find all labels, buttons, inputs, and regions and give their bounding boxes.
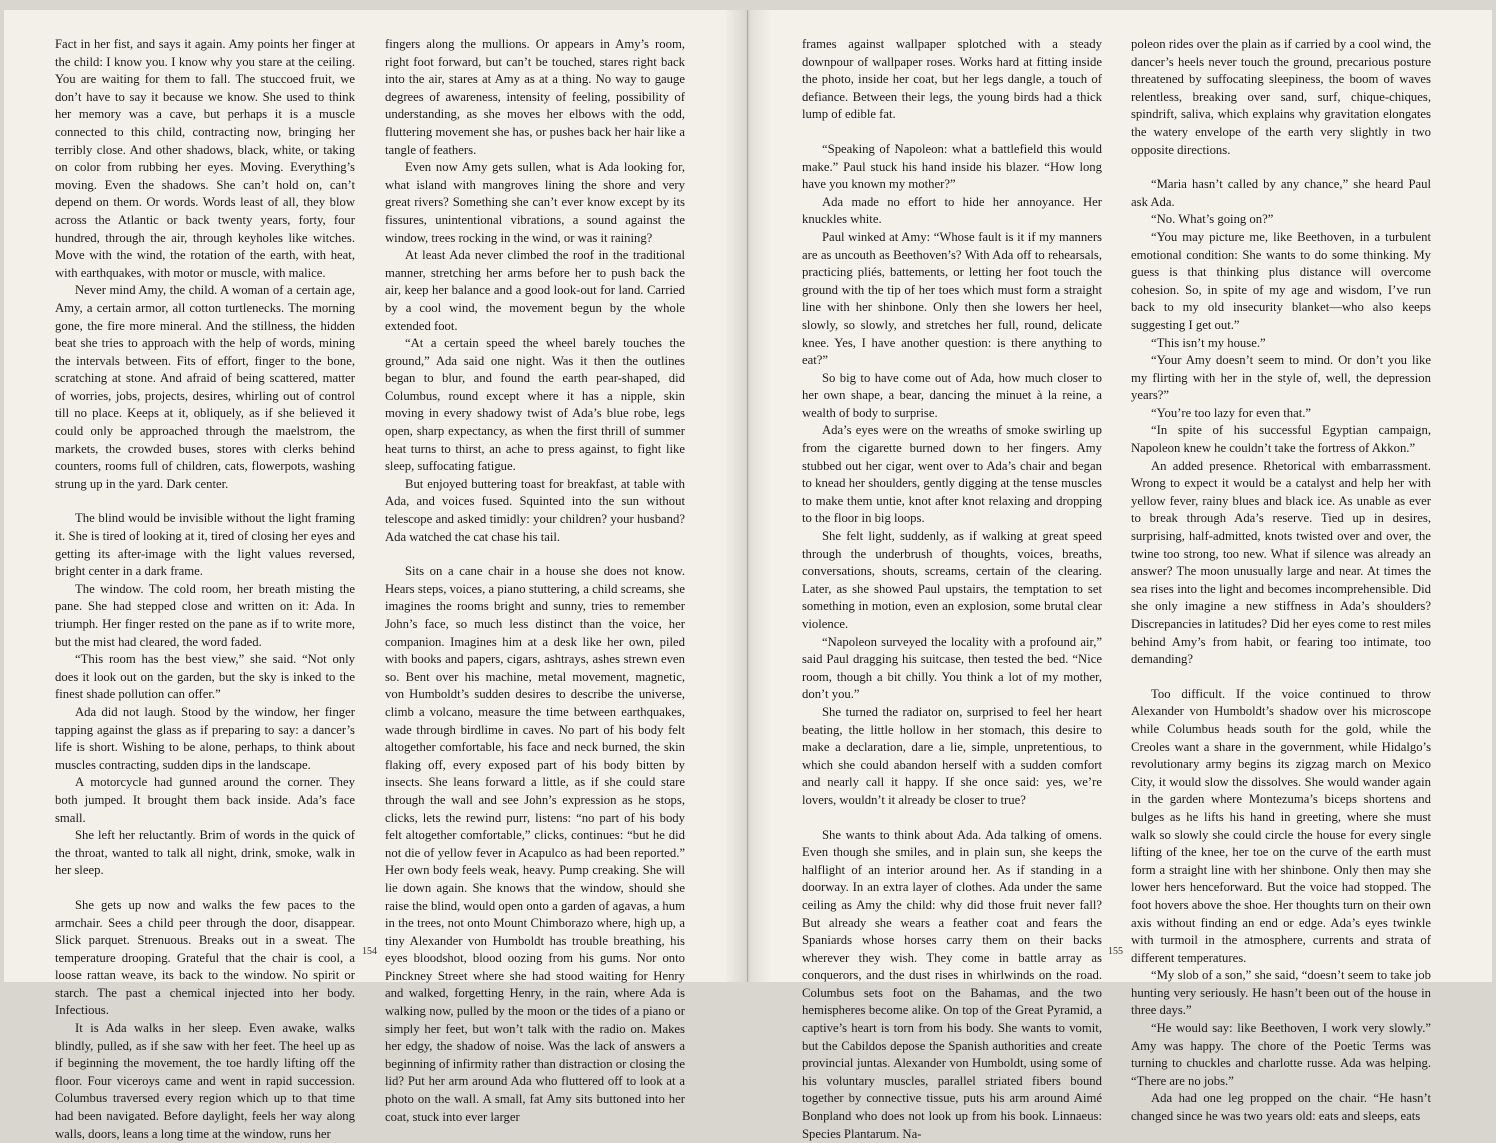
paragraph: “No. What’s going on?” (1151, 212, 1274, 227)
paragraph: A motorcycle had gunned around the corner. They both jumped. It brought them back inside. Ada’s face small. (55, 775, 355, 825)
paragraph: “At a certain speed the wheel barely touches the ground,” Ada said one night. Was it then the outlines began to blur, and found the earth pear-shaped, did Columbus, round except where it has a nipple, skin moving in every shadowy twist of Ada’s blue robe, legs open, sharp expectancy, as when the first thrill of summer heat turns to thirst, an ache to press against, to fight like sleep, suffocating fatigue. (385, 336, 685, 474)
paragraph: “Napoleon surveyed the locality with a profound air,” said Paul dragging his suitcase, then tested the bed. “Nice room, though a bit chilly. You think a lot of my mother, don’t you.” (802, 634, 1102, 702)
page-number-right: 155 (1108, 946, 1123, 957)
paragraph: Ada did not laugh. Stood by the window, her finger tapping against the glass as if preparing to say: a dancer’s life is short. Wishing to be alone, perhaps, to think about muscles contracting, sudden dips in the landscape. (55, 704, 355, 772)
paragraph: Never mind Amy, the child. A woman of a certain age, Amy, a certain armor, all cotton turtlenecks. The morning gone, the fire more mineral. And the stillness, the hidden beat she tries to approach with the help of words, mining the intervals between. Fits of effort, finger to the bone, scratching at stone. And afraid of being scattered, matter of worries, jobs, projects, desires, whirling out of control till no place. Keeps at it, obliquely, as if she believed it could only be approached through the maelstrom, the markets, the crowded buses, stores with clerks behind counters, rooms full of children, cats, flowerpots, washing strung up in the yard. Dark center. (55, 283, 355, 491)
paragraph: She wants to think about Ada. Ada talking of omens. Even though she smiles, and in plain sun, she keeps the halflight of an interior around her. As if standing in a doorway. In an extra layer of clothes. Ada under the same ceiling as Amy the child: why did those fruit never fall? But already she wears a feather coat and fears the Spaniards whose horses carry them on their backs wherever they wish. They come in battle array as conquerors, and the dust rises in whirlwinds on the road. Columbus sets foot on the Bahamas, and the two hemispheres become alike. On top of the Great Pyramid, a captive’s heart is torn from his body. She wants to vomit, but the Cabildos depose the Spanish authorities and create provincial juntas. Alexander von Humboldt, using some of his voluntary muscles, parallel striated fibers bound together by connective tissue, puts his arm around Aimé Bonpland who does not look up from his book. Linnaeus: Species Plantarum. Na- (802, 827, 1102, 1141)
paragraph: But enjoyed buttering toast for breakfast, at table with Ada, and voices fused. Squinted into the sun without telescope and asked timidly: your children? your husband? Ada watched the cat chase his tail. (385, 476, 685, 544)
paragraph: Ada’s eyes were on the wreaths of smoke swirling up from the cigarette burned down to her fingers. Amy stubbed out her cigar, went over to Ada’s chair and began to knead her shoulders, gently digging at the tense muscles to make them untie, knot after knot relaxing and dropping to the floor in big loops. (802, 423, 1102, 526)
column-2 (385, 36, 685, 1124)
paragraph: Sits on a cane chair in a house she does not know. Hears steps, voices, a piano stuttering, a child screams, she imagines the rooms bright and sunny, tries to remember John’s face, so much less distinct than the voice, her companion. Imagines him at a desk like her own, piled with books and papers, cigars, ashtrays, ashes strewn even so. Bent over his machine, metal movement, magnetic, von Humboldt’s sudden desires to describe the universe, climb a volcano, measure the time between earthquakes, wade through birdlime in caves. No part of his body felt altogether comfortable, his face and neck burned, the skin flaking off, every exposed part of his body bitten by insects. She leans forward a little, as if she could stare through the wall and see John’s expression as he stops, clicks, lets the rewind purr, listens: “no part of his body felt altogether comfortable,” clicks, continues: “but he did not die of yellow fever in Acapulco as had been reported.” Her own body feels weak, heavy. Pump creaking. She will lie down again. She knows that the window, should she raise the blind, would open onto a garden of agavas, a hum in the trees, not onto Mount Chimborazo where, high up, a tiny Alexander von Humboldt has trouble breathing, his eyes bloodshot, blood oozing from his gums. Nor onto Pinckney Street where she had stood waiting for Henry and walked, forgetting Henry, in the rain, where Ada is walking now, pulled by the moon or the tides of a piano or simply her feet, but won’t talk with the radio on. Makes her edgy, the shadow of noise. Was the lack of answers a beginning of infirmity rather than distraction or closing the lid? Put her arm around Ada who fluttered off to look at a photo on the wall. A small, fat Amy sits buttoned into her coat, stuck into ever larger (385, 564, 685, 1124)
paragraph: It is Ada walks in her sleep. Even awake, walks blindly, pulled, as if she saw with her feet. The heel up as if beginning the movement, the toe hardly lifting off the floor. Four viceroys came and went in rapid succession. Columbus traversed every region which up to that time had been navigated. Before daylight, feels her way along walls, doors, leans a long time at the window, runs her (55, 1021, 355, 1141)
paragraph: Even now Amy gets sullen, what is Ada looking for, what island with mangroves lining the shore and very great rivers? Something she can’t ever know except by its fissures, unintentional vibrations, a sound against the window, trees rocking in the wind, or was it raining? (385, 160, 685, 245)
paragraph: “Maria hasn’t called by any chance,” she heard Paul ask Ada. (1131, 177, 1431, 209)
paragraph: “In spite of his successful Egyptian campaign, Napoleon knew he couldn’t take the fortress of Akkon.” (1131, 423, 1431, 456)
paragraph: “He would say: like Beethoven, I work very slowly.” Amy was happy. The chore of the Poetic Terms was turning to chuckles and charlotte russe. Ada was helping. “There are no jobs.” (1131, 1021, 1431, 1088)
paragraph: “You’re too lazy for even that.” (1151, 405, 1312, 420)
column-3 (802, 36, 1102, 1141)
paragraph: She felt light, suddenly, as if walking at great speed through the underbrush of thoughts, voices, breaths, conversations, shouts, screams, certain of the clearing. Later, as she showed Paul upstairs, the temptation to set something in motion, even an explosion, some brutal clear violence. (802, 529, 1102, 631)
paragraph: She left her reluctantly. Brim of words in the quick of the throat, wanted to talk all night, drink, smoke, walk in her sleep. (55, 828, 355, 878)
paragraph: “Your Amy doesn’t seem to mind. Or don’t you like my flirting with her in the style of, well, the depression years?” (1131, 353, 1431, 403)
paragraph: “This isn’t my house.” (1151, 335, 1266, 350)
paragraph: “You may picture me, like Beethoven, in a turbulent emotional condition: She wants to do some thinking. My guess is that thinking plus distance will overcome cohesion. So, in spite of my age and wisdom, I’ve run back to my old insecurity blanket—who also keeps suggesting I get out.” (1131, 229, 1431, 332)
paragraph: Ada had one leg propped on the chair. “He hasn’t changed since he was two years old: eats and sleeps, eats (1131, 1091, 1431, 1124)
paragraph: The window. The cold room, her breath misting the pane. She had stepped close and written on it: Ada. In triumph. Her finger rested on the pane as if to write more, but the mist had cleared, the word faded. (55, 581, 355, 649)
paragraph: fingers along the mullions. Or appears in Amy’s room, right foot forward, but can’t be touched, stares right back into the air, stares at Amy as at a thing. No way to gauge degrees of awareness, intensity of feeling, possibility of understanding, as she moves her elbows with the odd, fluttering movement she has, or pushes back her hair like a tangle of feathers. (385, 37, 685, 157)
column-4 (1131, 36, 1431, 1124)
paragraph: So big to have come out of Ada, how much closer to her own shape, a bear, dancing the minuet à la reine, a wealth of body to surprise. (802, 370, 1102, 420)
paragraph: Too difficult. If the voice continued to throw Alexander von Humboldt’s shadow over his microscope while Columbus heads south for the gold, while the Creoles want a share in the government, while Hidalgo’s revolutionary army begins its zigzag march on Mexico City, it would slow the dissolves. She would wander again in the garden where Montezuma’s biceps shortens and bulges as he lifts his hand in greeting, where she must walk so slowly she could circle the house for every single lifting of the knee, her toe on the curve of the earth must form a straight line with her shinbone. Only then may she lower hers henceforward. But the voice had stopped. The foot hovers above the shoe. Her thoughts turn on their own axis without finding an end or edge. Ada’s eyes twinkle with turmoil in the atmosphere, currents and strata of different temperatures. (1131, 686, 1431, 965)
paragraph: “Speaking of Napoleon: what a battlefield this would make.” Paul stuck his hand inside his blazer. “How long have you known my mother?” (802, 141, 1102, 192)
paragraph: “My slob of a son,” she said, “doesn’t seem to take job hunting very seriously. He hasn’t been out of the house in three days.” (1131, 968, 1431, 1018)
paragraph: Paul winked at Amy: “Whose fault is it if my manners are as uncouth as Beethoven’s? With Ada off to rehearsals, practicing pliés, battements, or letting her foot touch the ground with the tip of her toes which must form a straight line with her shinbone. Only then she lowers her heel, slowly, so slowly, and stretches her full, round, delicate knee. Yes, I have another question: is there anything to eat?” (802, 229, 1102, 368)
paragraph: She turned the radiator on, surprised to feel her heart beating, the little hollow in her stomach, this desire to make a declaration, dare a lie, simple, unpretentious, to which she could abandon herself with a sudden comfort and nearly call it happy. If she once said: yes, we’re lovers, wouldn’t it already be closer to true? (802, 704, 1102, 807)
page-number-left: 154 (362, 946, 377, 957)
paragraph: Ada made no effort to hide her annoyance. Her knuckles white. (802, 194, 1102, 227)
paragraph: “This room has the best view,” she said. “Not only does it look out on the garden, but the sky is inked to the finest shade pollution can offer.” (55, 652, 355, 702)
paragraph: frames against wallpaper splotched with a steady downpour of wallpaper roses. Works hard at fitting inside the photo, inside her coat, but her legs dangle, a touch of defiance. Between their legs, the young birds had a thick lump of edible fat. (802, 37, 1102, 122)
paragraph: poleon rides over the plain as if carried by a cool wind, the dancer’s heels never touch the ground, precarious posture threatened by suffocating sleepiness, the boom of waves relentless, breaking over sand, surf, chique-chiques, spindrift, saliva, which explains why gravitation elongates the watery envelope of the earth very slightly in two opposite directions. (1131, 37, 1431, 157)
paragraph: At least Ada never climbed the roof in the traditional manner, stretching her arms before her to push back the air, keep her balance and a good look-out for land. Carried by a cool wind, the movement begun by the whole extended foot. (385, 248, 685, 333)
paragraph: The blind would be invisible without the light framing it. She is tired of looking at it, tired of closing her eyes and getting its after-image with the light values reversed, bright center in a dark frame. (55, 511, 355, 579)
column-1 (55, 36, 355, 1141)
paragraph: An added presence. Rhetorical with embarrassment. Wrong to expect it would be a catalyst and help her with yellow fever, rainy blues and black ice. As unable as ever to break through Ada’s reserve. Tied up in desires, surprising, half-admitted, knots twisted over and over, the twine too strong, too new. What if silence was already an answer? The moon unusually large and near. At times the sea rises into the light and becomes incomprehensible. Did she only imagine a new stiffness in Ada’s shoulders? Discrepancies in latitudes? Did her eyes come to rest miles behind Amy’s from habit, or fearing too intimate, too demanding? (1131, 458, 1431, 667)
paragraph: Fact in her fist, and says it again. Amy points her finger at the child: I know you. I know why you stare at the ceiling. You are waiting for them to fall. The stuccoed fruit, we don’t have to say it because we know. She used to think her memory was a cave, but perhaps it is a muscle connected to this child, contracting now, bringing her terribly close. And other shadows, black, white, or taking on color from rubbing her eyes. Moving. Everything’s moving. Even the shadows. She can’t hold on, can’t depend on them. Or words. Words least of all, they blow across the Atlantic or back twenty years, forty, four hundred, through the air, through keyholes like witches. Move with the wind, the rotation of the earth, with heat, with earthquakes, with motor or muscle, with malice. (55, 37, 355, 280)
paragraph: She gets up now and walks the few paces to the armchair. Sees a child peer through the door, disappear. Slick parquet. Strenuous. Breaks out in a sweat. The temperature drooping. Grateful that the chair is cool, a loose rattan weave, its back to the window. No spirit or starch. The past a chemical injected into her body. Infectious. (55, 897, 355, 1018)
